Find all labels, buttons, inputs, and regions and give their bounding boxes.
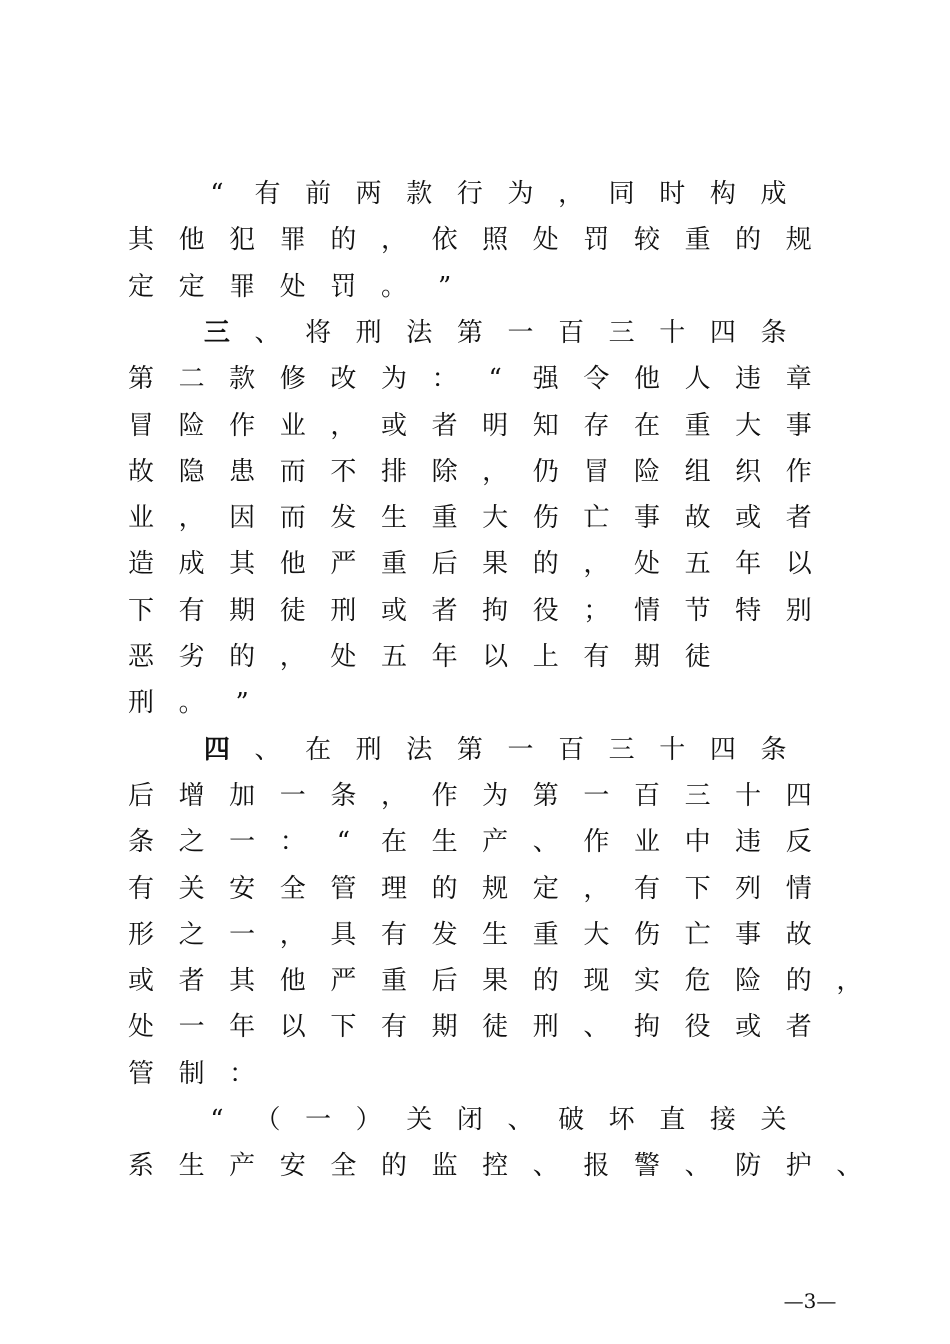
text-char: “: [336, 827, 351, 858]
text-char: 同: [608, 179, 635, 209]
text-char: 重: [431, 503, 458, 534]
text-char: 或: [380, 595, 407, 626]
text-char: 因: [229, 503, 256, 534]
text-char: 排: [380, 456, 407, 487]
text-char: 三: [608, 317, 635, 348]
text-char: ：: [229, 1058, 256, 1089]
text-line: [0, 403, 950, 449]
text-char: 后: [127, 780, 154, 811]
text-char: 罚: [330, 271, 357, 302]
text-char: 列: [735, 873, 762, 904]
text-char: 规: [785, 225, 812, 256]
text-char: 特: [735, 595, 762, 626]
text-char: 他: [178, 225, 205, 256]
text-char: 危: [684, 966, 711, 997]
text-char: ，: [583, 549, 610, 580]
text-char: 关: [760, 1105, 787, 1135]
text-char: 拘: [633, 1012, 660, 1043]
text-char: 百: [558, 317, 585, 348]
text-char: 他: [279, 966, 306, 997]
text-char: 别: [785, 595, 812, 626]
text-char: 业: [633, 827, 660, 858]
text-char: 全: [279, 873, 306, 904]
text-line: [0, 634, 950, 680]
text-char: 的: [735, 225, 762, 256]
text-char: 者: [431, 410, 458, 441]
text-char: 的: [532, 549, 559, 580]
text-char: 条: [760, 734, 787, 765]
text-line: [0, 310, 950, 356]
text-char: 五: [684, 549, 711, 580]
text-char: 在: [633, 410, 660, 441]
text-char: 条: [127, 827, 154, 858]
text-char: 者: [785, 503, 812, 534]
text-char: 三: [608, 734, 635, 765]
text-char: 、: [532, 827, 559, 858]
text-char: 产: [229, 1151, 256, 1182]
text-char: 依: [431, 225, 458, 256]
text-char: 安: [229, 873, 256, 904]
text-char: 为: [380, 364, 407, 395]
text-char: 二: [178, 364, 205, 395]
text-char: 十: [659, 317, 686, 348]
text-char: 定: [178, 271, 205, 302]
text-line: [0, 866, 950, 912]
text-char: 情: [785, 873, 812, 904]
text-char: 大: [735, 410, 762, 441]
text-char: 事: [735, 919, 762, 950]
text-line: [0, 958, 950, 1004]
text-char: 有: [633, 873, 660, 904]
text-char: 处: [127, 1012, 154, 1043]
text-line: [0, 356, 950, 402]
text-char: 重: [684, 410, 711, 441]
text-char: 期: [633, 642, 660, 672]
text-char: 或: [735, 1012, 762, 1043]
text-char: 役: [532, 595, 559, 626]
text-char: 破: [558, 1105, 585, 1135]
text-char: 、: [254, 734, 281, 765]
text-char: “: [488, 364, 502, 395]
text-line: [0, 541, 950, 587]
text-char: 在: [305, 734, 332, 765]
text-char: 后: [431, 966, 458, 997]
text-char: 的: [431, 873, 458, 904]
text-char: 故: [684, 503, 711, 534]
text-char: 闭: [456, 1105, 483, 1135]
text-char: ，: [380, 780, 407, 811]
text-char: 第: [456, 317, 483, 348]
text-char: 具: [330, 919, 357, 950]
text-char: 故: [127, 456, 154, 487]
text-char: 期: [431, 1012, 458, 1043]
text-char: 组: [684, 456, 711, 487]
text-char: 违: [735, 364, 762, 395]
text-char: 有: [380, 1012, 407, 1043]
text-line: [0, 1143, 950, 1189]
text-char: 险: [633, 456, 660, 487]
text-char: “: [210, 179, 224, 209]
text-char: 成: [760, 179, 787, 209]
text-char: 冒: [583, 456, 610, 487]
text-char: 、: [583, 1012, 610, 1043]
text-char: 劣: [178, 642, 205, 672]
text-char: 或: [735, 503, 762, 534]
text-char: 、: [507, 1105, 534, 1135]
text-char: 或: [380, 410, 407, 441]
text-char: 作: [229, 410, 256, 441]
text-char: 造: [127, 549, 154, 580]
text-char: 有: [583, 642, 610, 672]
text-char: ，: [583, 873, 610, 904]
text-char: 年: [431, 642, 458, 672]
text-char: 严: [330, 549, 357, 580]
text-char: 亡: [583, 503, 610, 534]
text-char: 监: [431, 1151, 458, 1182]
text-char: 年: [229, 1012, 256, 1043]
text-char: 他: [633, 364, 660, 395]
text-char: 刑: [127, 688, 154, 719]
text-char: 一: [583, 780, 610, 811]
text-char: 生: [380, 503, 407, 534]
text-char: 罪: [229, 271, 256, 302]
text-char: 险: [735, 966, 762, 997]
text-char: 发: [431, 919, 458, 950]
text-char: 节: [684, 595, 711, 626]
text-char: 时: [659, 179, 686, 209]
text-line: [0, 819, 950, 865]
text-char: 强: [532, 364, 559, 395]
text-char: 徒: [482, 1012, 509, 1043]
text-char: 法: [406, 734, 433, 765]
text-char: （: [254, 1105, 281, 1135]
text-char: 年: [735, 549, 762, 580]
text-char: 其: [127, 225, 154, 256]
text-char: 为: [507, 179, 534, 209]
text-line: [0, 1051, 950, 1097]
text-char: 全: [330, 1151, 357, 1182]
text-char: 其: [229, 966, 256, 997]
text-char: 犯: [229, 225, 256, 256]
text-char: 条: [330, 780, 357, 811]
text-char: 、: [532, 1151, 559, 1182]
text-char: 冒: [127, 410, 154, 441]
text-char: 制: [178, 1058, 205, 1089]
text-char: 管: [330, 873, 357, 904]
text-char: 款: [229, 364, 256, 395]
text-char: 生: [178, 1151, 205, 1182]
text-char: 严: [330, 966, 357, 997]
text-line: [0, 495, 950, 541]
text-char: 有: [254, 179, 281, 209]
text-char: ）: [355, 1105, 382, 1135]
text-char: 百: [558, 734, 585, 765]
text-char: 作: [785, 456, 812, 487]
text-char: 报: [583, 1151, 610, 1182]
text-char: 第: [532, 780, 559, 811]
text-line: [0, 1004, 950, 1050]
text-char: 改: [330, 364, 357, 395]
text-char: 下: [330, 1012, 357, 1043]
text-char: 生: [431, 827, 458, 858]
text-char: 的: [330, 225, 357, 256]
text-char: 人: [684, 364, 711, 395]
text-char: ”: [437, 271, 452, 302]
text-char: ，: [482, 456, 509, 487]
text-char: 反: [785, 827, 812, 858]
text-char: 修: [279, 364, 306, 395]
text-char: 徒: [684, 642, 711, 672]
text-line: [0, 727, 950, 773]
text-char: 安: [279, 1151, 306, 1182]
text-char: 将: [305, 317, 332, 348]
text-char: 直: [659, 1105, 686, 1135]
text-line: [0, 264, 950, 310]
text-char: 重: [532, 919, 559, 950]
text-char: ，: [279, 919, 306, 950]
text-char: 管: [127, 1058, 154, 1089]
text-char: 役: [684, 1012, 711, 1043]
text-char: 的: [229, 642, 256, 672]
text-line: [0, 171, 950, 217]
text-char: 十: [735, 780, 762, 811]
text-char: 果: [482, 549, 509, 580]
text-char: 定: [532, 873, 559, 904]
text-char: 以: [482, 642, 509, 672]
text-char: 重: [684, 225, 711, 256]
text-char: 亡: [684, 919, 711, 950]
text-char: 关: [406, 1105, 433, 1135]
text-char: ”: [235, 688, 249, 719]
text-char: 一: [507, 734, 534, 765]
text-char: 三: [203, 317, 230, 348]
text-char: 重: [380, 966, 407, 997]
text-char: 四: [785, 780, 812, 811]
text-char: 刑: [355, 734, 382, 765]
text-char: 之: [178, 827, 205, 858]
text-char: 的: [380, 1151, 407, 1182]
text-char: 生: [482, 919, 509, 950]
text-char: 一: [178, 1012, 205, 1043]
text-char: 两: [355, 179, 382, 209]
text-char: 上: [532, 642, 559, 672]
text-char: 存: [583, 410, 610, 441]
text-char: 十: [659, 734, 686, 765]
text-char: 实: [633, 966, 660, 997]
text-char: 大: [583, 919, 610, 950]
text-char: ，: [380, 225, 407, 256]
text-char: 果: [482, 966, 509, 997]
text-char: 处: [330, 642, 357, 672]
text-char: 者: [178, 966, 205, 997]
text-char: 处: [279, 271, 306, 302]
text-char: 他: [279, 549, 306, 580]
text-char: 令: [583, 364, 610, 395]
text-char: 违: [735, 827, 762, 858]
text-char: 下: [684, 873, 711, 904]
text-char: 发: [330, 503, 357, 534]
text-char: 明: [482, 410, 509, 441]
text-char: 四: [203, 734, 230, 765]
text-line: [0, 217, 950, 263]
text-char: 规: [482, 873, 509, 904]
text-char: 防: [735, 1151, 762, 1182]
text-char: 以: [785, 549, 812, 580]
text-char: 故: [785, 919, 812, 950]
text-char: 加: [229, 780, 256, 811]
page-number: —3—: [783, 1289, 837, 1313]
text-char: 中: [684, 827, 711, 858]
text-char: 第: [456, 734, 483, 765]
text-line: [0, 773, 950, 819]
text-char: 险: [178, 410, 205, 441]
text-char: 、: [836, 1151, 863, 1182]
text-char: 伤: [633, 919, 660, 950]
text-char: 一: [507, 317, 534, 348]
text-char: 大: [482, 503, 509, 534]
text-char: 下: [127, 595, 154, 626]
text-char: 系: [127, 1151, 154, 1182]
text-char: 者: [431, 595, 458, 626]
text-char: 款: [406, 179, 433, 209]
text-char: 作: [583, 827, 610, 858]
text-char: ，: [178, 503, 205, 534]
text-char: 伤: [532, 503, 559, 534]
text-line: [0, 680, 950, 726]
text-char: 护: [785, 1151, 812, 1182]
text-char: 照: [482, 225, 509, 256]
text-char: 一: [279, 780, 306, 811]
text-char: ，: [330, 410, 357, 441]
text-char: 事: [633, 503, 660, 534]
text-char: 后: [431, 549, 458, 580]
text-char: 条: [760, 317, 787, 348]
text-char: 或: [127, 966, 154, 997]
text-char: 增: [178, 780, 205, 811]
text-char: 以: [279, 1012, 306, 1043]
text-char: 织: [735, 456, 762, 487]
text-char: 在: [380, 827, 407, 858]
text-char: 三: [684, 780, 711, 811]
text-char: 除: [431, 456, 458, 487]
text-char: 有: [380, 919, 407, 950]
text-char: 期: [229, 595, 256, 626]
text-char: 刑: [330, 595, 357, 626]
text-char: 形: [127, 919, 154, 950]
text-char: 重: [380, 549, 407, 580]
text-line: [0, 1097, 950, 1143]
text-char: 业: [279, 410, 306, 441]
text-char: 现: [583, 966, 610, 997]
text-char: 徒: [279, 595, 306, 626]
text-char: 者: [785, 1012, 812, 1043]
text-char: 罚: [583, 225, 610, 256]
text-line: [0, 912, 950, 958]
text-char: 的: [785, 966, 812, 997]
text-char: 情: [633, 595, 660, 626]
text-char: ；: [583, 595, 610, 626]
text-char: 构: [709, 179, 736, 209]
text-char: 有: [178, 595, 205, 626]
text-char: 一: [229, 827, 256, 858]
text-char: 刑: [532, 1012, 559, 1043]
text-char: 控: [482, 1151, 509, 1182]
text-char: 业: [127, 503, 154, 534]
text-char: 之: [178, 919, 205, 950]
text-char: 较: [633, 225, 660, 256]
text-line: [0, 449, 950, 495]
text-char: 而: [279, 456, 306, 487]
text-char: 行: [456, 179, 483, 209]
text-char: 百: [633, 780, 660, 811]
text-char: 不: [330, 456, 357, 487]
text-char: 坏: [608, 1105, 635, 1135]
text-char: 关: [178, 873, 205, 904]
text-char: 患: [229, 456, 256, 487]
text-char: 前: [305, 179, 332, 209]
text-char: 处: [633, 549, 660, 580]
text-char: 产: [482, 827, 509, 858]
text-char: 刑: [355, 317, 382, 348]
text-char: ：: [431, 364, 458, 395]
text-char: 拘: [482, 595, 509, 626]
text-char: 第: [127, 364, 154, 395]
text-char: ，: [836, 966, 863, 997]
text-char: ，: [279, 642, 306, 672]
text-char: 有: [127, 873, 154, 904]
text-char: 法: [406, 317, 433, 348]
text-char: ：: [279, 827, 306, 858]
text-char: 知: [532, 410, 559, 441]
text-char: 定: [127, 271, 154, 302]
text-char: 接: [709, 1105, 736, 1135]
text-char: 事: [785, 410, 812, 441]
text-char: 。: [380, 271, 407, 302]
text-char: 理: [380, 873, 407, 904]
text-char: 仍: [532, 456, 559, 487]
text-char: 警: [633, 1151, 660, 1182]
text-char: 的: [532, 966, 559, 997]
text-char: 其: [229, 549, 256, 580]
text-char: 一: [305, 1105, 332, 1135]
text-char: 恶: [127, 642, 154, 672]
text-line: [0, 588, 950, 634]
text-char: 、: [254, 317, 281, 348]
text-char: 成: [178, 549, 205, 580]
text-char: 五: [380, 642, 407, 672]
text-char: 隐: [178, 456, 205, 487]
text-char: ，: [558, 179, 585, 209]
text-char: 、: [684, 1151, 711, 1182]
text-char: 一: [229, 919, 256, 950]
text-char: 。: [178, 688, 205, 719]
text-char: 章: [785, 364, 812, 395]
text-char: 罪: [279, 225, 306, 256]
text-char: 为: [482, 780, 509, 811]
text-char: 四: [709, 317, 736, 348]
text-char: 而: [279, 503, 306, 534]
text-char: 处: [532, 225, 559, 256]
text-char: 四: [709, 734, 736, 765]
text-char: “: [210, 1105, 224, 1135]
text-char: 作: [431, 780, 458, 811]
